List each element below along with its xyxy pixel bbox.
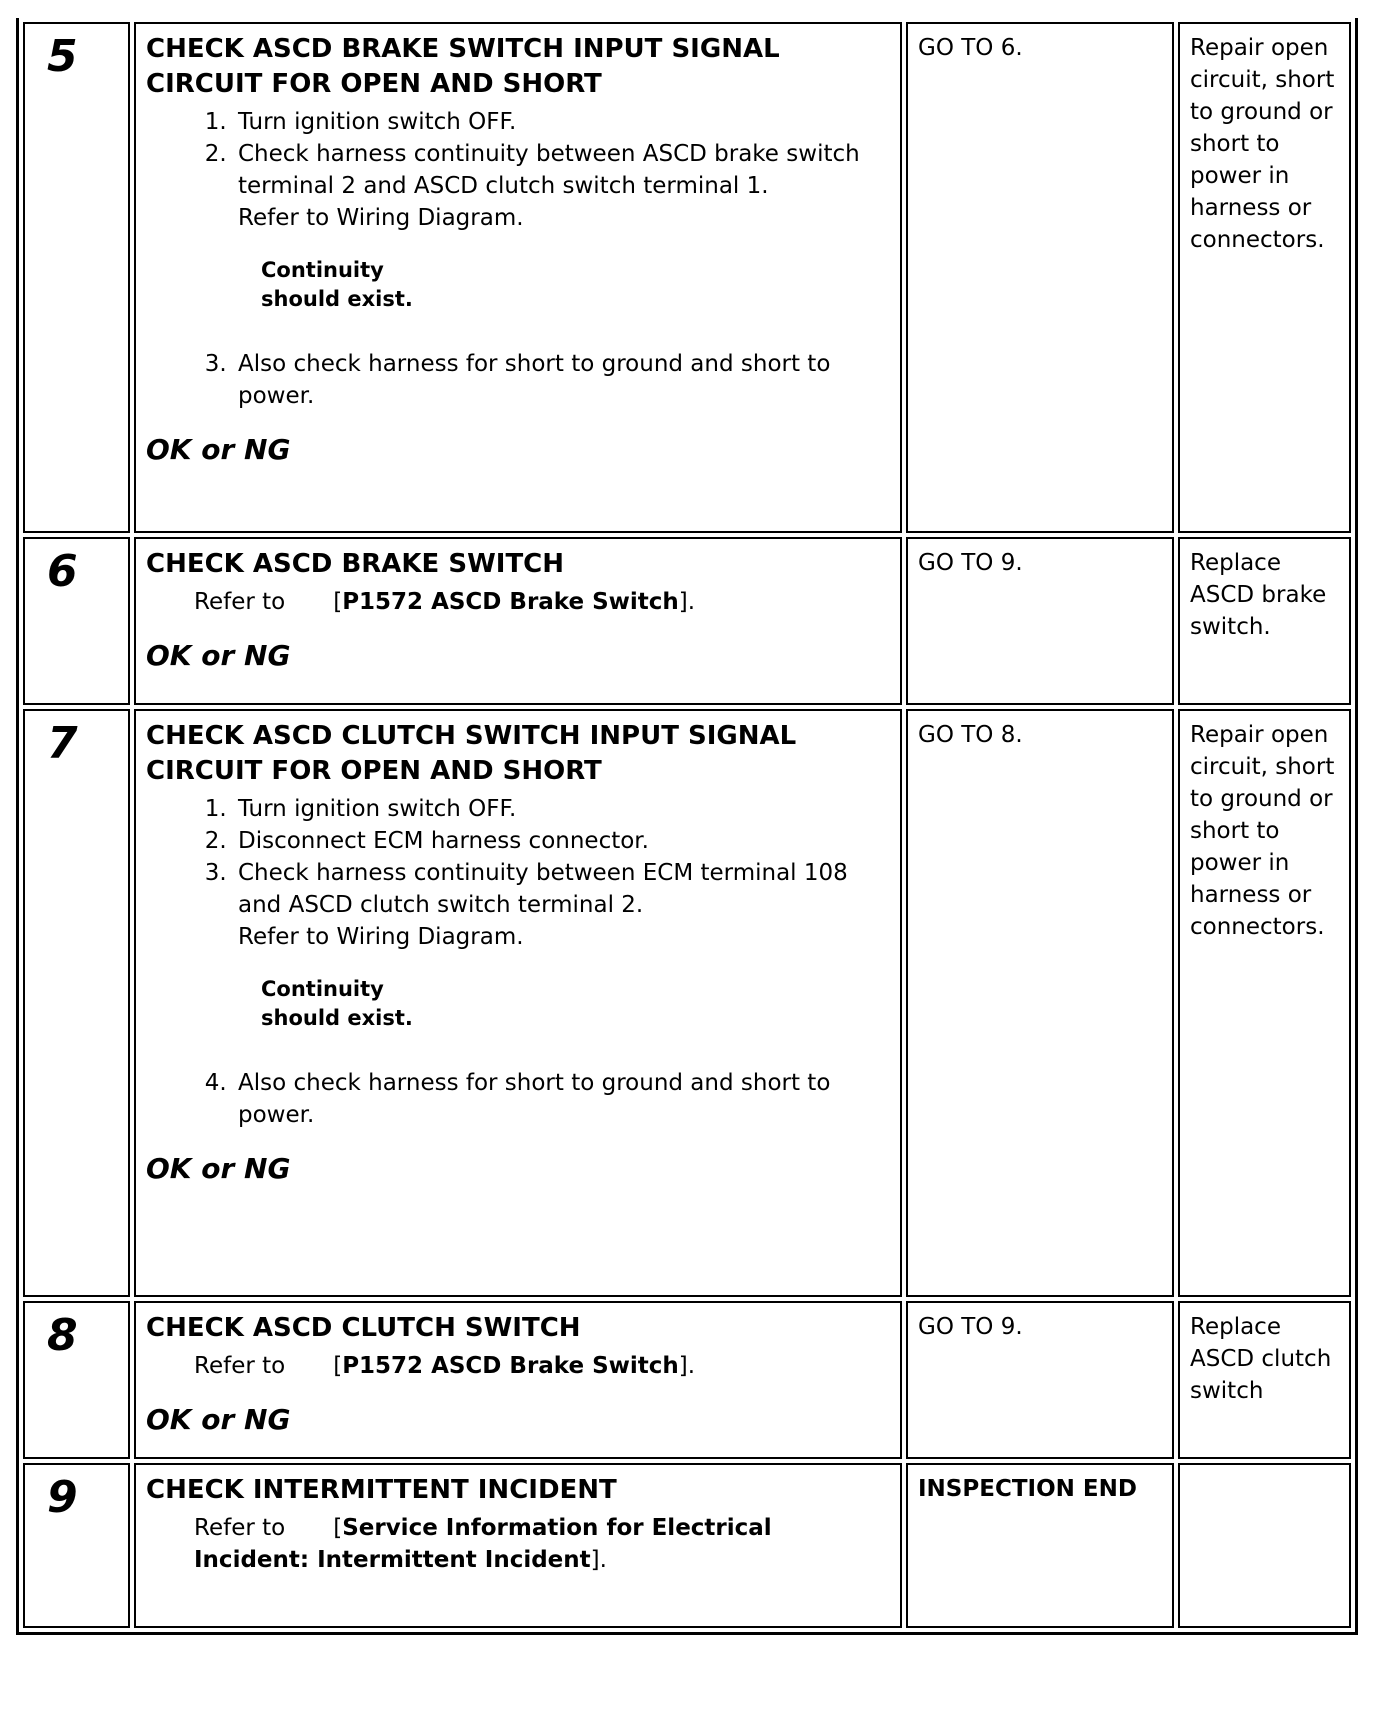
reference-line: Refer to [P1572 ASCD Brake Switch]. [194, 1353, 696, 1379]
diagnostic-procedure-table [16, 18, 1358, 1635]
step-content [134, 537, 902, 705]
step-number: 7 [23, 709, 130, 1297]
step-title: CHECK INTERMITTENT INCIDENT [146, 1475, 617, 1505]
instruction-item: 4. Also check harness for short to ground and short to power. [234, 1067, 890, 1131]
reference-line: Refer to [Service Information for Electrical Incident: Intermittent Incident]. [194, 1515, 772, 1573]
ng-action: Replace ASCD brake switch. [1178, 537, 1351, 705]
reference-link[interactable]: Service Information for Electrical Incident: Intermittent Incident [194, 1515, 772, 1573]
ng-action: Replace ASCD clutch switch [1178, 1301, 1351, 1459]
step-row-9 [23, 1463, 1351, 1628]
step-content [134, 1463, 902, 1628]
instruction-item: 1. Turn ignition switch OFF. [234, 106, 890, 138]
reference-line: Refer to [P1572 ASCD Brake Switch]. [194, 589, 696, 615]
step-content [134, 22, 902, 533]
ok-or-ng-label: OK or NG [146, 1152, 291, 1185]
ng-action: Repair open circuit, short to ground or short to power in harness or connectors. [1178, 22, 1351, 533]
ok-or-ng-label: OK or NG [146, 433, 291, 466]
step-row-8 [23, 1301, 1351, 1459]
step-number: 6 [23, 537, 130, 705]
reference-link[interactable]: P1572 ASCD Brake Switch [342, 1353, 679, 1379]
wiring-diagram-reference[interactable]: Refer to Wiring Diagram. [238, 924, 524, 950]
ok-action[interactable]: GO TO 8. [906, 709, 1174, 1297]
step-row-6 [23, 537, 1351, 705]
inspection-end: INSPECTION END [906, 1463, 1174, 1628]
instruction-item: 1. Turn ignition switch OFF. [234, 793, 890, 825]
step-number: 5 [23, 22, 130, 533]
continuity-note: Continuity should exist. [261, 258, 413, 311]
step-number: 8 [23, 1301, 130, 1459]
ng-action-empty [1178, 1463, 1351, 1628]
ok-action[interactable]: GO TO 9. [906, 1301, 1174, 1459]
reference-link[interactable]: P1572 ASCD Brake Switch [342, 589, 679, 615]
instruction-item: 2. Disconnect ECM harness connector. [234, 825, 890, 857]
step-title: CHECK ASCD BRAKE SWITCH [146, 549, 565, 579]
step-row-5 [23, 22, 1351, 533]
wiring-diagram-reference[interactable]: Refer to Wiring Diagram. [238, 205, 524, 231]
step-content [134, 1301, 902, 1459]
ok-or-ng-label: OK or NG [146, 639, 291, 672]
step-title: CHECK ASCD CLUTCH SWITCH INPUT SIGNAL CIRCUIT FOR OPEN AND SHORT [146, 721, 797, 786]
instruction-item: 3. Check harness continuity between ECM terminal 108 and ASCD clutch switch terminal 2. Refer to Wiring Diagram. [234, 857, 890, 953]
step-number: 9 [23, 1463, 130, 1628]
ok-action[interactable]: GO TO 6. [906, 22, 1174, 533]
instruction-item: 3. Also check harness for short to ground and short to power. [234, 348, 890, 412]
step-title: CHECK ASCD BRAKE SWITCH INPUT SIGNAL CIRCUIT FOR OPEN AND SHORT [146, 34, 780, 99]
ok-action[interactable]: GO TO 9. [906, 537, 1174, 705]
ok-or-ng-label: OK or NG [146, 1403, 291, 1436]
continuity-note: Continuity should exist. [261, 977, 413, 1030]
step-content [134, 709, 902, 1297]
step-row-7 [23, 709, 1351, 1297]
instruction-item: 2. Check harness continuity between ASCD brake switch terminal 2 and ASCD clutch switch terminal 1. Refer to Wiring Diagram. [234, 138, 890, 234]
step-title: CHECK ASCD CLUTCH SWITCH [146, 1313, 581, 1343]
ng-action: Repair open circuit, short to ground or short to power in harness or connectors. [1178, 709, 1351, 1297]
